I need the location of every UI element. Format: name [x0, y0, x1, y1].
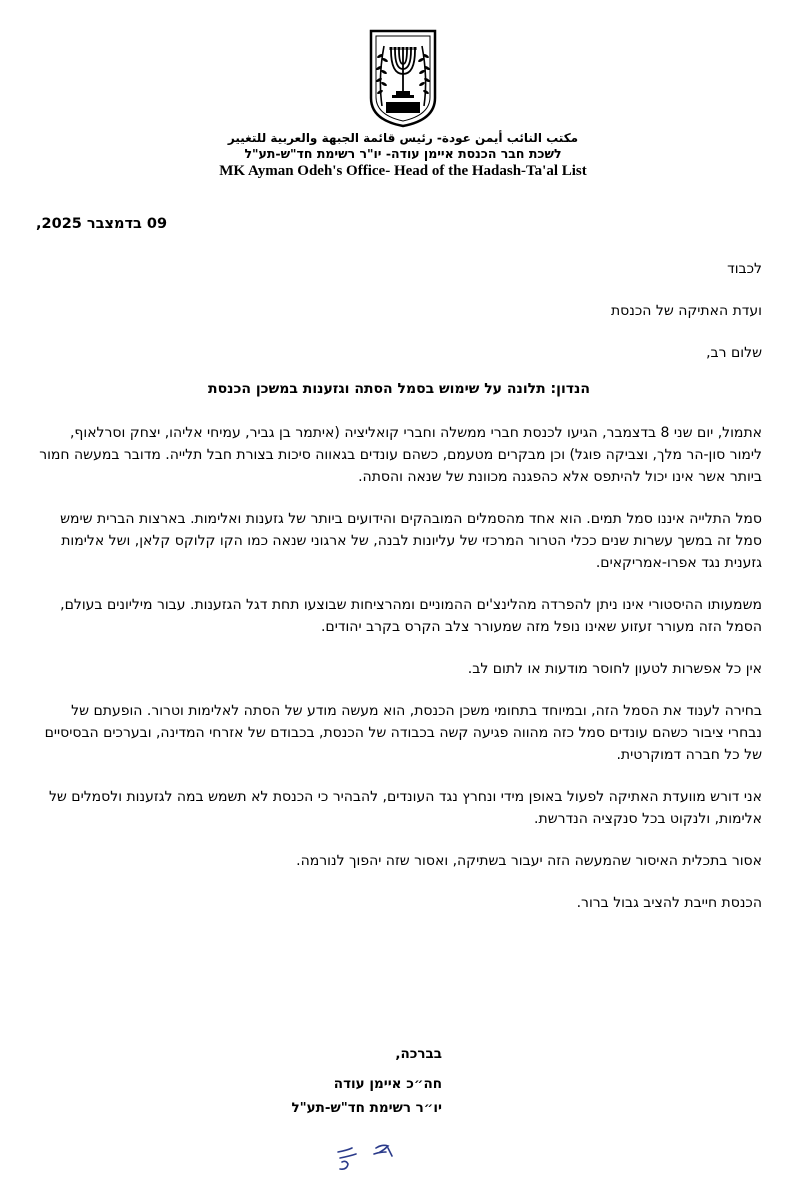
paragraph: אני דורש מוועדת האתיקה לפעול באופן מידי ונחרץ נגד העונדים, להבהיר כי הכנסת לא תשמש במה לגזענות ולסמלים של אלימות, ולנקוט בכל סנקציה הנדרשת.	[48, 789, 762, 827]
salutation-greeting: שלום רב,	[706, 345, 762, 361]
letterhead	[0, 28, 806, 180]
paragraph: הכנסת חייבת להציב גבול ברור.	[576, 895, 762, 911]
paragraph: סמל התלייה איננו סמל תמים. הוא אחד מהסמלים המובהקים והידועים ביותר של גזענות ואלימות. בארצות הברית שימש סמל זה במשך עשרות שנים ככלי הטרור המרכזי של עליונות לבנה, של ארגוני שנאה כמו הקו קלוקס קלאן, ושל אלימות גזענית נגד אפרו-אמריקאים.	[60, 511, 762, 571]
salutation-committee: ועדת האתיקה של הכנסת	[610, 303, 762, 319]
letter-body	[36, 258, 762, 914]
subject-line: הנדון: תלונה על שימוש בסמל הסתה וגזענות במשכן הכנסת	[208, 381, 590, 397]
paragraph: אתמול, יום שני 8 בדצמבר, הגיעו לכנסת חברי ממשלה וחברי קואליציה (איתמר בן גביר, עמיחי אליהו, יצחק וסרלאוף, לימור סון-הר מלך, וצביקה פוגל) וכן מבקרים מטעמם, כשהם עונדים בגאווה סיכות בצורת חבל תלייה. מדובר במעשה חמור ביותר אשר אינו יכול להיתפס אלא כהפגנה מכוונת של שנאה והסתה.	[39, 425, 762, 485]
israel-emblem-icon	[368, 28, 438, 128]
paragraph: אין כל אפשרות לטעון לחוסר מודעות או לתום לב.	[467, 661, 762, 677]
paragraph: בחירה לענוד את הסמל הזה, ובמיוחד בתחומי משכן הכנסת, הוא מעשה מודע של הסתה לאלימות וטרור. הופעתם של נבחרי ציבור כשהם עונדים סמל כזה מהווה פגיעה קשה בכבודה של הכנסת, בכבודם של אזרחי המדינה, ובערכים הבסיסיים של כל חברה דמוקרטית.	[44, 703, 762, 763]
letter-date: 09 בדמצבר 2025,	[36, 216, 168, 232]
closing-blessing: בברכה,	[395, 1046, 442, 1062]
paragraph: משמעותו ההיסטורי אינו ניתן להפרדה מהלינצ'ים ההמוניים ומהרציחות שבוצעו תחת דגל הגזענות. עבור מיליונים בעולם, הסמל הזה מעורר זעזוע שאינו נופל מזה שמעורר צלב הקרס בקרב יהודים.	[60, 597, 762, 635]
letterhead-english: MK Ayman Odeh's Office- Head of the Hadash-Ta'al List	[219, 163, 587, 179]
salutation-to: לכבוד	[727, 261, 762, 277]
letterhead-hebrew: לשכת חבר הכנסת איימן עודה- יו"ר רשימת חד"ש-תע"ל	[244, 146, 562, 161]
signer-name: חה״כ איימן עודה	[333, 1076, 442, 1092]
closing-block	[291, 1042, 442, 1120]
letterhead-arabic: مكتب النائب أيمن عودة- رئيس قائمة الجبهة والعربية للتغيير	[227, 131, 579, 145]
handwritten-signature-icon	[328, 1128, 418, 1174]
paragraph: אסור בתכלית האיסור שהמעשה הזה יעבור בשתיקה, ואסור שזה יהפוך לנורמה.	[296, 853, 762, 869]
signer-title: יו״ר רשימת חד"ש-תע"ל	[291, 1100, 442, 1116]
